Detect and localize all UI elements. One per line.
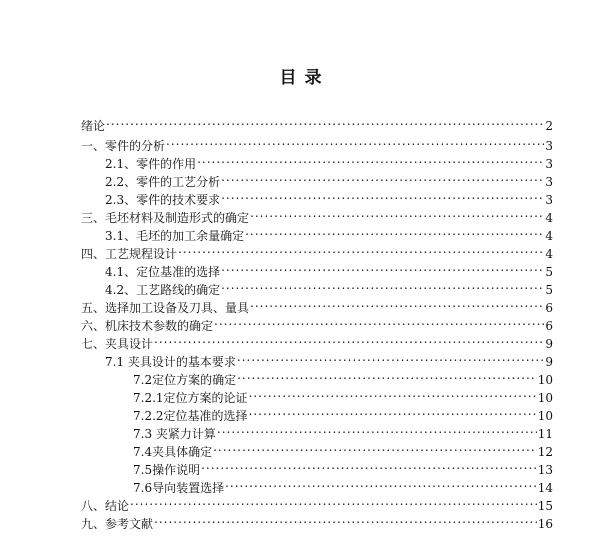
dot-leader	[178, 240, 544, 258]
toc-entry-label: 五、选择加工设备及刀具、量具	[81, 301, 250, 315]
toc-entry-label: 绪论	[81, 119, 106, 133]
toc-entry-label: 4.1、定位基准的选择	[105, 265, 221, 279]
toc-entry[interactable]	[133, 420, 553, 441]
toc-entry[interactable]	[133, 366, 553, 387]
dot-leader	[237, 366, 537, 384]
toc-entry-label: 7.1 夹具设计的基本要求	[105, 355, 236, 369]
toc-entry-label: 7.6导向装置选择	[133, 481, 225, 495]
toc-entry-page: 16	[537, 517, 553, 531]
toc-entry-page: 6	[545, 319, 553, 333]
toc-entry[interactable]	[81, 112, 553, 133]
toc-entry-label: 3.1、毛坯的加工余量确定	[105, 229, 245, 243]
dot-leader	[213, 438, 537, 456]
toc-entry[interactable]	[133, 384, 553, 405]
toc-entry-label: 2.3、零件的技术要求	[105, 193, 221, 207]
toc-entry[interactable]	[105, 258, 553, 279]
toc-entry[interactable]	[133, 456, 553, 477]
page-title: 目 录	[279, 68, 323, 88]
toc-entry-label: 七、夹具设计	[81, 337, 154, 351]
toc-entry[interactable]	[81, 330, 553, 351]
toc-entry-page: 4	[545, 229, 553, 243]
toc-entry-label: 7.2.2定位基准的选择	[133, 409, 248, 423]
toc-entry[interactable]	[133, 402, 553, 423]
dot-leader	[221, 258, 544, 276]
toc-entry-page: 12	[537, 445, 553, 459]
toc-entry-page: 4	[545, 211, 553, 225]
toc-entry-page: 11	[537, 427, 553, 441]
toc-entry-page: 6	[545, 301, 553, 315]
toc-entry-label: 7.5操作说明	[133, 463, 201, 477]
toc-entry[interactable]	[133, 474, 553, 495]
dot-leader	[130, 492, 537, 510]
toc-entry-page: 14	[537, 481, 553, 495]
toc-entry-page: 9	[545, 355, 553, 369]
dot-leader	[221, 168, 544, 186]
dot-leader	[154, 510, 537, 528]
toc-entry[interactable]	[105, 222, 553, 243]
dot-leader	[250, 294, 544, 312]
toc-entry-page: 13	[537, 463, 553, 477]
toc-entry-page: 9	[545, 337, 553, 351]
toc-entry-label: 2.1、零件的作用	[105, 157, 197, 171]
toc-entry-label: 7.4夹具体确定	[133, 445, 213, 459]
toc-entry-page: 15	[537, 499, 553, 513]
toc-entry[interactable]	[105, 348, 553, 369]
toc-entry-label: 三、毛坯材料及制造形式的确定	[81, 211, 250, 225]
dot-leader	[249, 402, 537, 420]
toc-entry-label: 四、工艺规程设计	[81, 247, 178, 261]
dot-leader	[106, 112, 544, 130]
toc-entry-label: 六、机床技术参数的确定	[81, 319, 214, 333]
toc-entry-page: 4	[545, 247, 553, 261]
dot-leader	[154, 330, 544, 348]
toc-entry-label: 八、结论	[81, 499, 130, 513]
toc-entry[interactable]	[81, 312, 553, 333]
toc-entry[interactable]	[105, 168, 553, 189]
toc-entry-page: 5	[545, 265, 553, 279]
toc-entry[interactable]	[81, 510, 553, 531]
toc-entry-page: 10	[537, 391, 553, 405]
toc-entry-label: 4.2、工艺路线的确定	[105, 283, 221, 297]
toc-entry[interactable]	[105, 186, 553, 207]
toc-entry[interactable]	[133, 438, 553, 459]
toc-entry[interactable]	[105, 150, 553, 171]
dot-leader	[197, 150, 544, 168]
toc-entry-label: 九、参考文献	[81, 517, 154, 531]
toc-entry-label: 7.2定位方案的确定	[133, 373, 237, 387]
toc-entry[interactable]	[81, 204, 553, 225]
dot-leader	[250, 204, 544, 222]
toc-entry-page: 3	[545, 193, 553, 207]
toc-entry[interactable]	[81, 240, 553, 261]
dot-leader	[221, 276, 544, 294]
toc-entry-page: 3	[545, 139, 553, 153]
dot-leader	[237, 348, 544, 366]
toc-entry[interactable]	[81, 132, 553, 153]
dot-leader	[221, 186, 544, 204]
toc-entry-label: 2.2、零件的工艺分析	[105, 175, 221, 189]
dot-leader	[217, 420, 537, 438]
dot-leader	[249, 384, 537, 402]
toc-entry-page: 10	[537, 409, 553, 423]
toc-entry-page: 3	[545, 175, 553, 189]
toc-entry-label: 一、零件的分析	[81, 139, 166, 153]
toc-entry-page: 10	[537, 373, 553, 387]
dot-leader	[225, 474, 537, 492]
toc-entry[interactable]	[81, 294, 553, 315]
dot-leader	[201, 456, 537, 474]
toc-entry-page: 5	[545, 283, 553, 297]
toc-entry-page: 3	[545, 157, 553, 171]
dot-leader	[166, 132, 544, 150]
toc-entry[interactable]	[81, 492, 553, 513]
toc-entry-label: 7.3 夹紧力计算	[133, 427, 216, 441]
dot-leader	[245, 222, 544, 240]
toc-entry-page: 2	[545, 119, 553, 133]
toc-entry[interactable]	[105, 276, 553, 297]
dot-leader	[214, 312, 544, 330]
toc-entry-label: 7.2.1定位方案的论证	[133, 391, 248, 405]
